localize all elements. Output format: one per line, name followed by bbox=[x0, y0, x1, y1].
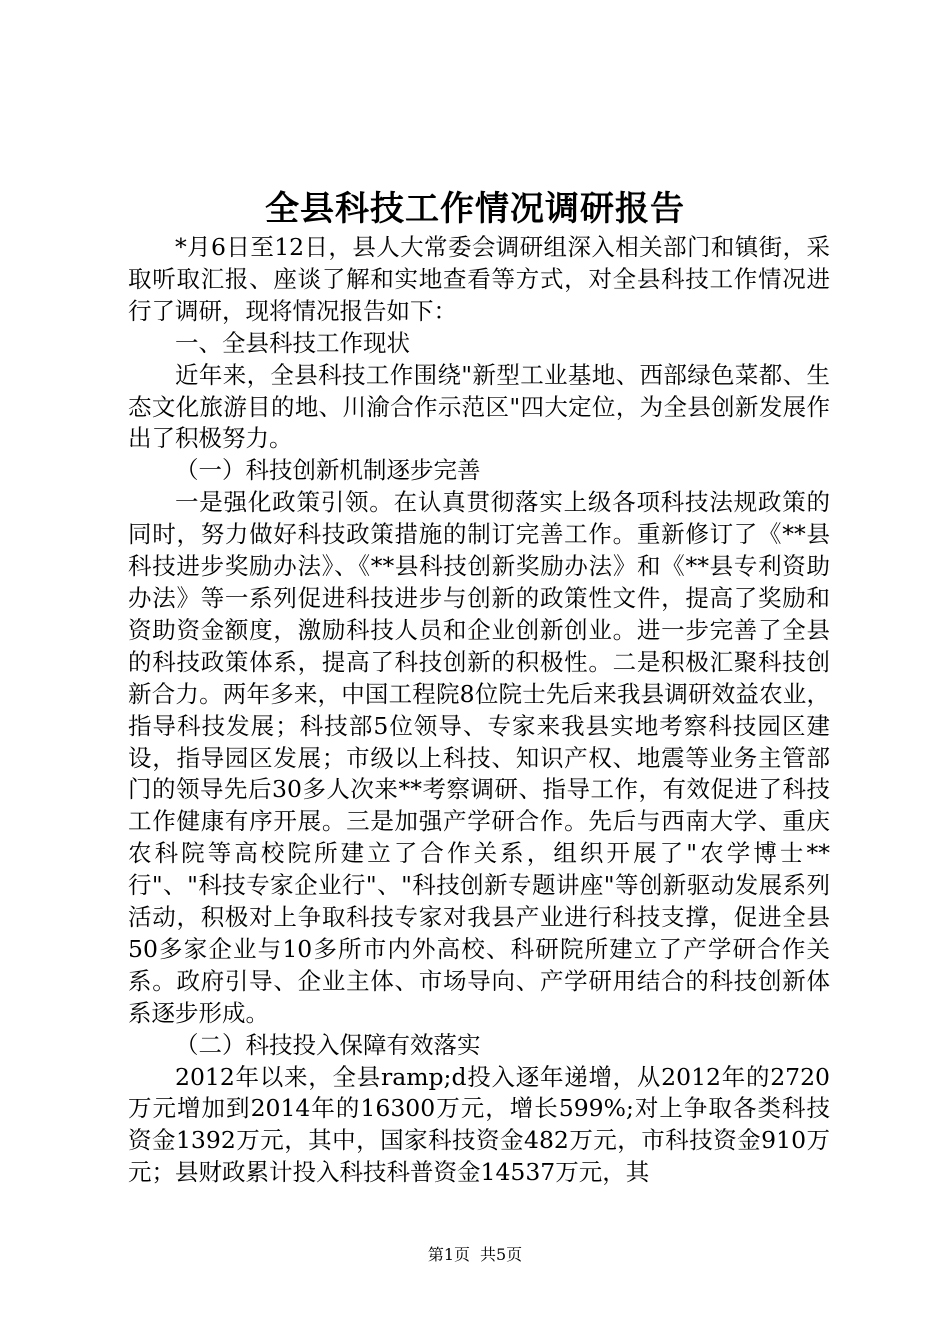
section-heading-1: 一、全县科技工作现状 bbox=[175, 328, 410, 357]
paragraph-mechanism: 一是强化政策引领。在认真贯彻落实上级各项科技法规政策的同时，努力做好科技政策措施的制订完善工作。重新修订了《**县科技进步奖励办法》、《**县科技创新奖励办法》和《**县专利资助办法》等一系列促进科技进步与创新的政策性文件，提高了奖励和资助资金额度，激励科技人员和企业创新创业。进一步完善了全县的科技政策体系，提高了科技创新的积极性。二是积极汇聚科技创新合力。两年多来，中国工程院8位院士先后来我县调研效益农业，指导科技发展；科技部5位领导、专家来我县实地考察科技园区建设，指导园区发展；市级以上科技、知识产权、地震等业务主管部门的领导先后30多人次来**考察调研、指导工作，有效促进了科技工作健康有序开展。三是加强产学研合作。先后与西南大学、重庆农科院等高校院所建立了合作关系，组织开展了"农学博士**行"、"科技专家企业行"、"科技创新专题讲座"等创新驱动发展系列活动，积极对上争取科技专家对我县产业进行科技支撑，促进全县50多家企业与10多所市内外高校、科研院所建立了产学研合作关系。政府引导、企业主体、市场导向、产学研用结合的科技创新体系逐步形成。 bbox=[128, 488, 830, 1027]
paragraph-investment: 2012年以来，全县ramp;d投入逐年递增，从2012年的2720万元增加到2014年的16300万元，增长599%;对上争取各类科技资金1392万元，其中，国家科技资金482万元，市科技资金910万元；县财政累计投入科技科普资金14537万元，其 bbox=[128, 1062, 830, 1187]
subsection-heading-2: （二）科技投入保障有效落实 bbox=[175, 1030, 481, 1059]
paragraph-intro: *月6日至12日，县人大常委会调研组深入相关部门和镇街，采取听取汇报、座谈了解和实地查看等方式，对全县科技工作情况进行了调研，现将情况报告如下： bbox=[128, 233, 830, 325]
paragraph-overview: 近年来，全县科技工作围绕"新型工业基地、西部绿色菜都、生态文化旅游目的地、川渝合作示范区"四大定位，为全县创新发展作出了积极努力。 bbox=[128, 360, 830, 453]
page-title: 全县科技工作情况调研报告 bbox=[265, 189, 685, 229]
page-total: 共5页 bbox=[480, 1245, 523, 1264]
page-footer bbox=[0, 1243, 950, 1267]
subsection-heading-1: （一）科技创新机制逐步完善 bbox=[175, 456, 481, 485]
page-number: 第1页 bbox=[427, 1245, 470, 1264]
document-body bbox=[128, 232, 830, 1189]
